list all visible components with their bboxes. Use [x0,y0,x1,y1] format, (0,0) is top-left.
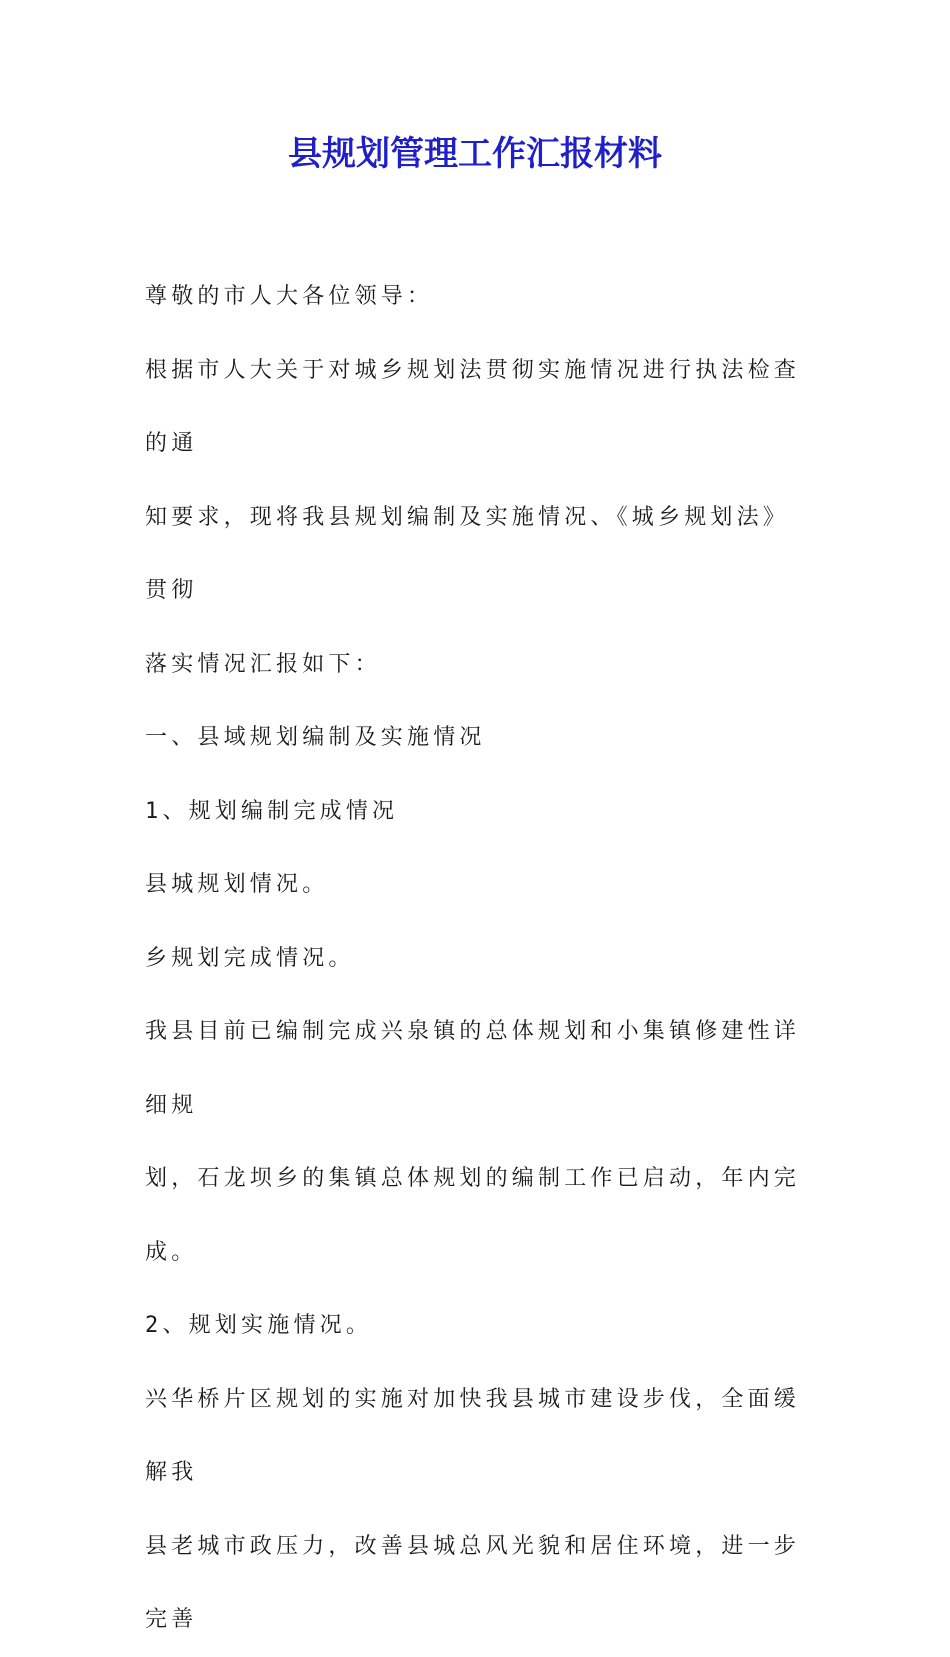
document-title: 县规划管理工作汇报材料 [288,134,662,174]
paragraph-line: 知要求，现将我县规划编制及实施情况、《城乡规划法》贯彻 [145,504,790,603]
paragraph-line: 我县目前已编制完成兴泉镇的总体规划和小集镇修建性详细规 [145,1019,801,1118]
paragraph-line: 县城规划情况。 [145,872,329,897]
paragraph-line: 兴华桥片区规划的实施对加快我县城市建设步伐，全面缓解我 [145,1386,801,1485]
document-body [145,260,810,1657]
paragraph-line: 乡规划完成情况。 [145,945,355,971]
subsection-heading: 2、规划实施情况。 [145,1313,373,1338]
paragraph-line: 县老城市政压力，改善县城总风光貌和居住环境，进一步完善 [145,1533,801,1632]
subsection-heading: 1、规划编制完成情况 [145,798,399,824]
section-heading: 一、县域规划编制及实施情况 [145,725,486,750]
paragraph-line: 划，石龙坝乡的集镇总体规划的编制工作已启动，年内完成。 [145,1166,801,1265]
salutation: 尊敬的市人大各位领导： [145,284,434,309]
paragraph-line: 落实情况汇报如下： [145,651,381,677]
paragraph-line: 根据市人大关于对城乡规划法贯彻实施情况进行执法检查的通 [145,357,801,456]
